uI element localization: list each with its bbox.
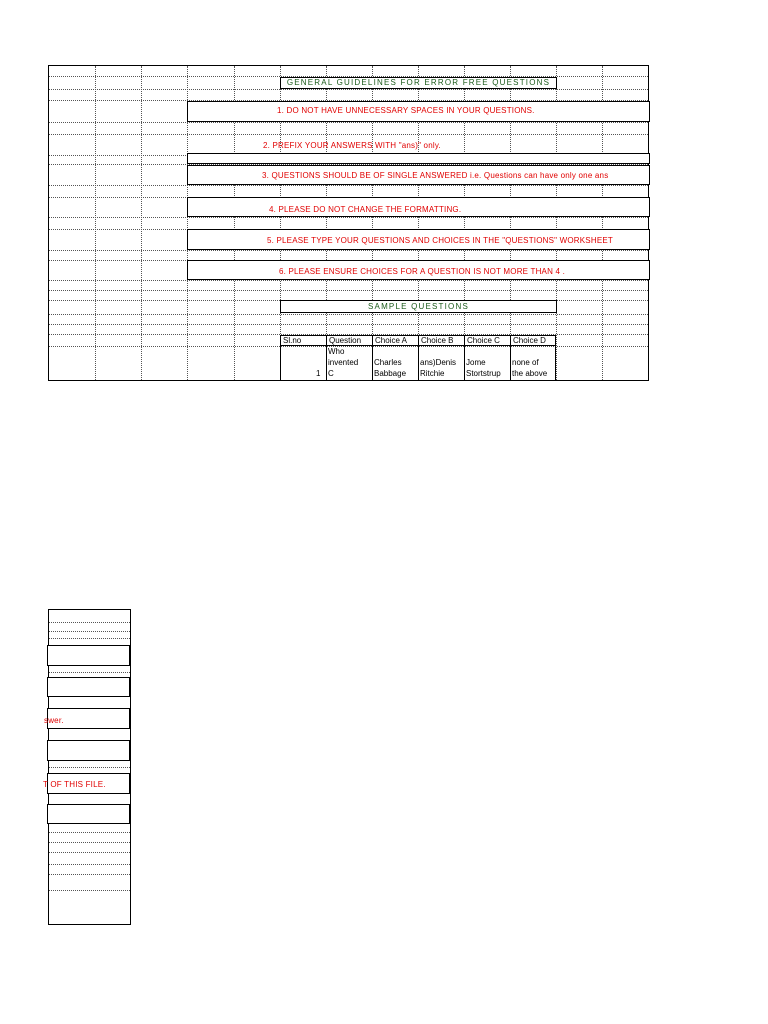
header-slno: Sl.no (280, 335, 327, 346)
row-choice-b-line1: ans)Denis (420, 358, 457, 367)
row-slno: 1 (316, 369, 321, 378)
header-choice-a: Choice A (372, 335, 419, 346)
row-choice-a-line1: Charles (374, 358, 402, 367)
header-question: Question (326, 335, 373, 346)
sample-table (280, 335, 556, 381)
row-choice-c-line2: Stortstrup (466, 369, 501, 378)
sample-title-box (280, 300, 557, 313)
guideline-1: 1. DO NOT HAVE UNNECESSARY SPACES IN YOUR QUESTIONS. (277, 106, 535, 115)
row-question-line2: invented (328, 358, 359, 367)
guideline-box-2 (187, 153, 650, 164)
guidelines-title: GENERAL GUIDELINES FOR ERROR FREE QUESTIONS (286, 78, 551, 87)
row-choice-d-line1: none of (512, 358, 539, 367)
row-question-line3: C (328, 369, 334, 378)
row-choice-d-line2: the above (512, 369, 548, 378)
row-choice-a-line2: Babbage (374, 369, 407, 378)
guidelines-sheet (48, 65, 649, 381)
row-question-line1: Who (328, 347, 345, 356)
sample-title: SAMPLE QUESTIONS (368, 302, 469, 311)
header-choice-b: Choice B (418, 335, 465, 346)
header-choice-d: Choice D (510, 335, 556, 346)
overflow-fragment-2: T OF THIS FILE. (43, 780, 106, 789)
row-choice-c-line1: Jome (466, 358, 486, 367)
header-choice-c: Choice C (464, 335, 511, 346)
overflow-sheet (43, 609, 131, 925)
guidelines-title-box (280, 77, 557, 89)
guideline-6: 6. PLEASE ENSURE CHOICES FOR A QUESTION IS NOT MORE THAN 4 . (279, 267, 565, 276)
guideline-3: 3. QUESTIONS SHOULD BE OF SINGLE ANSWERED i.e. Questions can have only one ans (262, 171, 609, 180)
guideline-2: 2. PREFIX YOUR ANSWERS WITH "ans)" only. (263, 141, 441, 150)
guideline-4: 4. PLEASE DO NOT CHANGE THE FORMATTING. (269, 205, 462, 214)
guideline-5: 5. PLEASE TYPE YOUR QUESTIONS AND CHOICES IN THE "QUESTIONS" WORKSHEET (267, 236, 613, 245)
overflow-fragment-1: swer. (44, 716, 64, 725)
row-choice-b-line2: Ritchie (420, 369, 445, 378)
